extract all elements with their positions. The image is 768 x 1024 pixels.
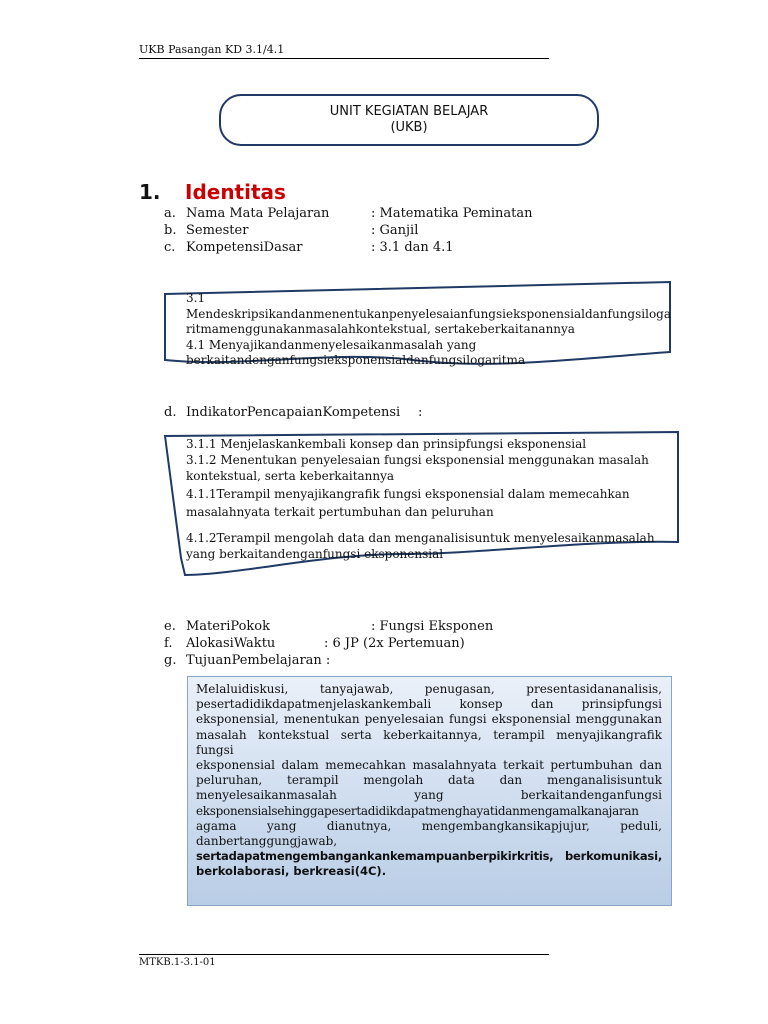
tujuan-text <box>196 682 662 880</box>
detail-label-e: e. <box>164 619 176 634</box>
tujuan-line: menyelesaikanmasalah yang berkaitandenganfungsi <box>196 788 662 803</box>
detail-value-materi: : Fungsi Eksponen <box>371 619 494 634</box>
ipk-label: d. <box>164 405 177 420</box>
identity-label-b: b. <box>164 223 177 238</box>
tujuan-line: danbertanggungjawab, <box>196 834 338 849</box>
identity-value-semester: : Ganjil <box>371 223 419 238</box>
identity-label-c: c. <box>164 240 176 255</box>
header-rule <box>139 58 549 59</box>
kd-line: 4.1 Menyajikandanmenyelesaikanmasalah yang <box>186 337 477 352</box>
tujuan-line: eksponensial dalam memecahkan masalahnyata terkait pertumbuhan dan <box>196 758 662 773</box>
ipk-item: 3.1.2 Menentukan penyelesaian fungsi eksponensial menggunakan masalah <box>186 453 649 467</box>
identity-name-kd: KompetensiDasar <box>186 240 303 255</box>
identity-value-subject: : Matematika Peminatan <box>371 206 533 221</box>
ipk-item: yang berkaitandenganfungsi eksponensial <box>186 547 444 561</box>
ipk-item: 3.1.1 Menjelaskankembali konsep dan prinsipfungsi eksponensial <box>186 437 587 451</box>
section-number: 1. <box>139 180 161 204</box>
page-header: UKB Pasangan KD 3.1/4.1 <box>139 43 285 56</box>
detail-name-materi: MateriPokok <box>186 619 270 634</box>
ipk-item: masalahnyata terkait pertumbuhan dan peluruhan <box>186 505 494 519</box>
identity-name-subject: Nama Mata Pelajaran <box>186 206 330 221</box>
kd-line: ritmamenggunakanmasalahkontekstual, sertakeberkaitanannya <box>186 322 575 336</box>
kd-line: berkaitandenganfungsieksponensialdanfungsilogaritma <box>186 353 526 367</box>
ukb-title-box <box>219 94 599 146</box>
tujuan-line: agama yang dianutnya, mengembangkansikapjujur, peduli, <box>196 818 662 833</box>
ukb-title-line1: UNIT KEGIATAN BELAJAR <box>329 104 489 119</box>
identity-name-semester: Semester <box>186 223 249 238</box>
tujuan-line: pesertadidikdapatmenjelaskankembali konsep dan prinsipfungsi <box>196 697 662 712</box>
tujuan-bold-line: berkolaborasi, berkreasi(4C). <box>196 864 387 879</box>
detail-name-alokasi: AlokasiWaktu <box>186 636 276 651</box>
ipk-colon: : <box>418 405 423 420</box>
identity-value-kd: : 3.1 dan 4.1 <box>371 240 454 255</box>
section-title: Identitas <box>185 180 286 204</box>
detail-value-alokasi: : 6 JP (2x Pertemuan) <box>324 636 465 651</box>
identity-label-a: a. <box>164 206 176 221</box>
ipk-title: IndikatorPencapaianKompetensi <box>186 405 401 420</box>
tujuan-line: peluruhan, terampil mengolah data dan menganalisisuntuk <box>196 773 662 788</box>
ipk-item: kontekstual, serta keberkaitannya <box>186 469 395 483</box>
tujuan-line: eksponensial, menentukan penyelesaian fungsi eksponensial menggunakan <box>196 712 662 727</box>
tujuan-line: masalah kontekstual serta keberkaitannya, terampil menyajikangrafik fungsi <box>196 727 662 757</box>
kd-text <box>186 291 671 369</box>
footer-code: MTKB.1-3.1-01 <box>139 957 216 968</box>
detail-label-f: f. <box>164 636 173 651</box>
ukb-title-line2: (UKB) <box>390 120 428 135</box>
tujuan-line: eksponensialsehinggapesertadidikdapatmenghayatidanmengamalkanajaran <box>196 803 639 818</box>
ipk-text <box>186 436 661 562</box>
ipk-item: 4.1.2Terampil mengolah data dan menganalisisuntuk menyelesaikanmasalah <box>186 531 655 545</box>
tujuan-bold-line: sertadapatmengembangankankemampuanberpikirkritis, berkomunikasi, <box>196 849 662 864</box>
footer-rule <box>139 954 549 955</box>
detail-label-g: g. <box>164 653 177 668</box>
detail-name-tujuan: TujuanPembelajaran : <box>186 653 331 668</box>
kd-line: Mendeskripsikandanmenentukanpenyelesaianfungsieksponensialdanfungsiloga <box>186 306 672 321</box>
ipk-item: 4.1.1Terampil menyajikangrafik fungsi eksponensial dalam memecahkan <box>186 487 630 501</box>
kd-line: 3.1 <box>186 291 206 305</box>
tujuan-line: Melaluidiskusi, tanyajawab, penugasan, presentasidananalisis, <box>196 682 662 696</box>
